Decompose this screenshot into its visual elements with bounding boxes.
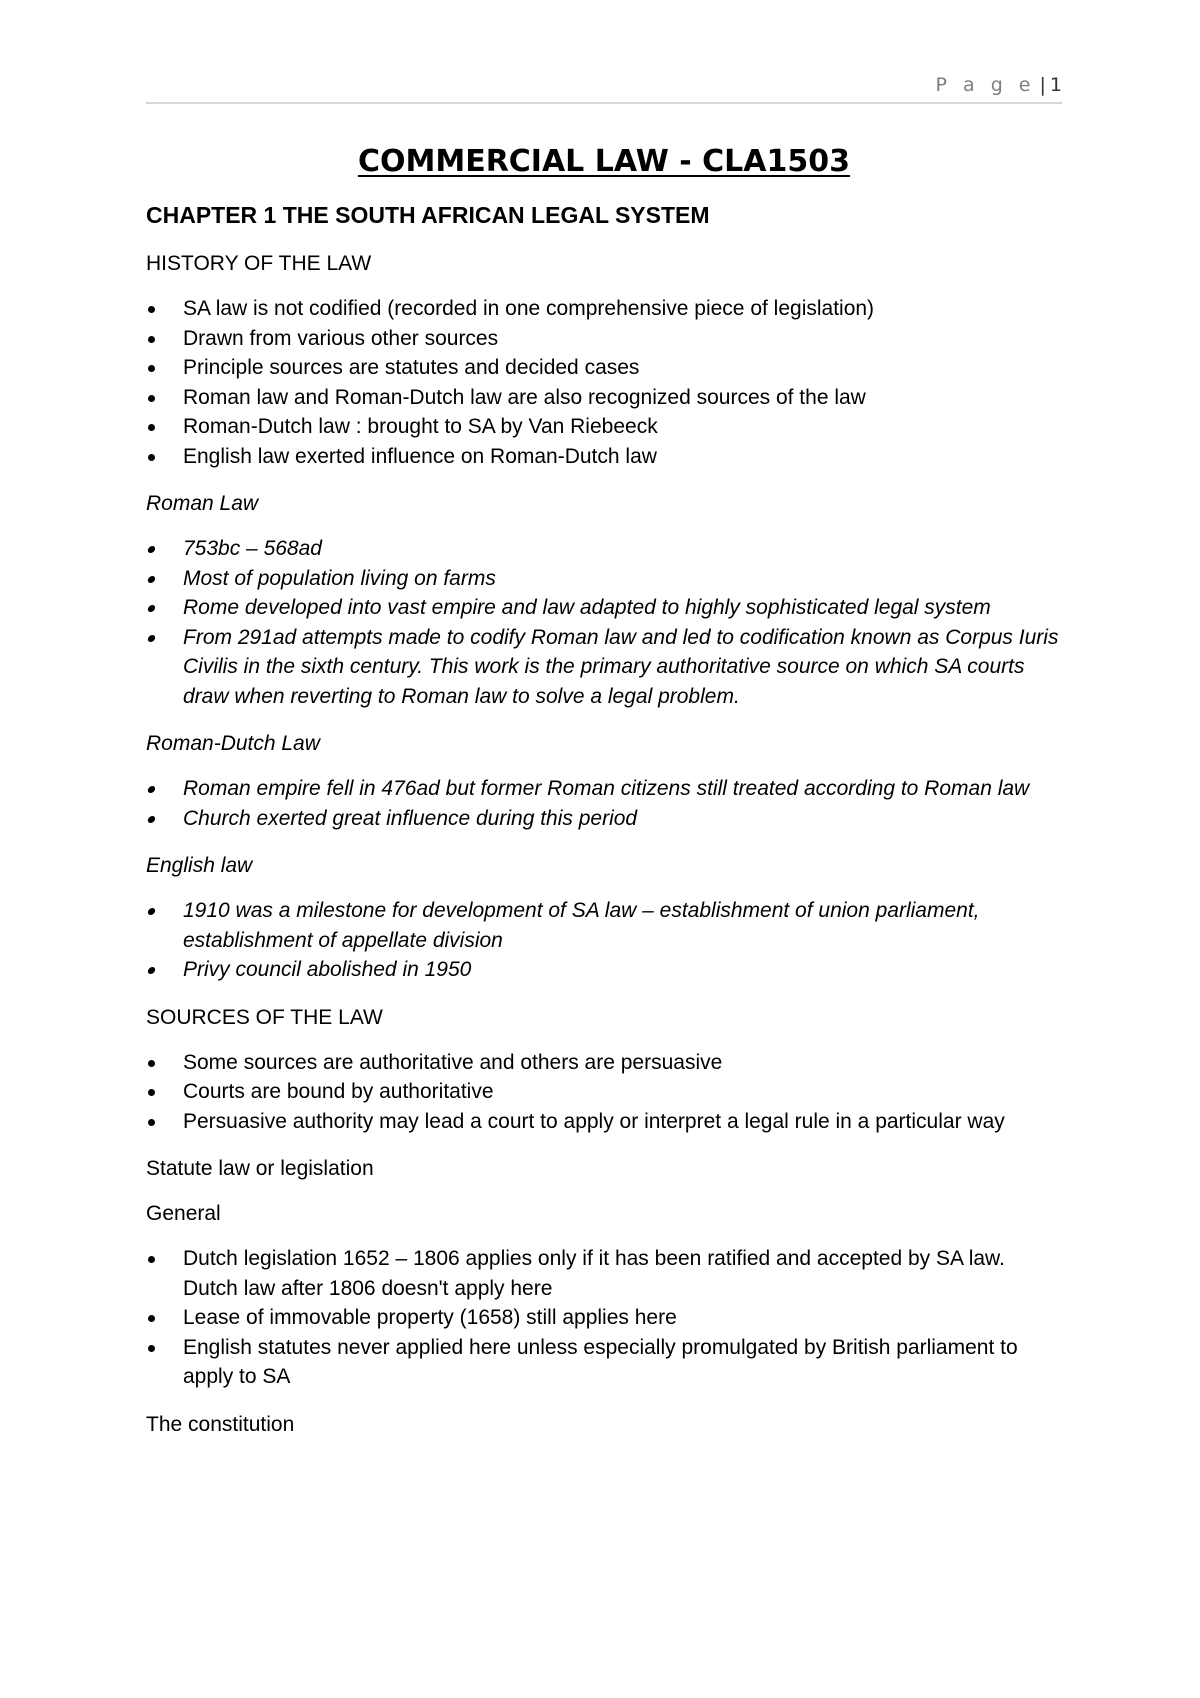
list-item: 1910 was a milestone for development of SA law – establishment of union parliament, establishment of appellate division xyxy=(146,896,1062,955)
document-title: COMMERCIAL LAW - CLA1503 xyxy=(357,144,851,179)
bullet-icon xyxy=(147,635,156,642)
list-item: Lease of immovable property (1658) still applies here xyxy=(146,1303,1062,1333)
section-heading-history: HISTORY OF THE LAW xyxy=(146,252,372,275)
list-item: Some sources are authoritative and others are persuasive xyxy=(146,1048,1062,1078)
list-item: Church exerted great influence during this period xyxy=(146,804,1062,834)
list-item: Rome developed into vast empire and law adapted to highly sophisticated legal system xyxy=(146,593,1062,623)
bullet-icon xyxy=(148,1256,155,1263)
subheading-english-law: English law xyxy=(146,854,253,877)
page-header xyxy=(146,72,1062,104)
list-item: Persuasive authority may lead a court to apply or interpret a legal rule in a particular way xyxy=(146,1107,1062,1137)
roman-dutch-law-list xyxy=(146,774,1062,833)
list-item: Privy council abolished in 1950 xyxy=(146,955,1062,985)
list-item: From 291ad attempts made to codify Roman law and led to codification known as Corpus Iuris Civilis in the sixth century. This work is the primary authoritative source on which SA courts draw when reverting to Roman law to solve a legal problem. xyxy=(146,623,1062,712)
document-body xyxy=(146,142,1062,1455)
bullet-icon xyxy=(148,424,155,431)
bullet-icon xyxy=(148,454,155,461)
page-word: P a g e xyxy=(935,74,1036,96)
page-number-label xyxy=(936,74,1062,96)
list-item: Roman empire fell in 476ad but former Roman citizens still treated according to Roman law xyxy=(146,774,1062,804)
list-item: Courts are bound by authoritative xyxy=(146,1077,1062,1107)
bullet-icon xyxy=(147,816,156,823)
subheading-statute-law: Statute law or legislation xyxy=(146,1157,374,1180)
list-item: Roman-Dutch law : brought to SA by Van Riebeeck xyxy=(146,412,1062,442)
bullet-icon xyxy=(147,576,156,583)
history-list xyxy=(146,294,1062,471)
english-law-list xyxy=(146,896,1062,985)
list-item: English law exerted influence on Roman-Dutch law xyxy=(146,442,1062,472)
section-heading-sources: SOURCES OF THE LAW xyxy=(146,1005,383,1029)
list-item: Dutch legislation 1652 – 1806 applies only if it has been ratified and accepted by SA law. Dutch law after 1806 doesn't apply here xyxy=(146,1244,1062,1303)
bullet-icon xyxy=(147,908,156,915)
chapter-heading: CHAPTER 1 THE SOUTH AFRICAN LEGAL SYSTEM xyxy=(146,202,710,228)
sources-list xyxy=(146,1048,1062,1137)
bullet-icon xyxy=(148,306,155,313)
bullet-icon xyxy=(147,786,156,793)
list-item: SA law is not codified (recorded in one comprehensive piece of legislation) xyxy=(146,294,1062,324)
list-item: 753bc – 568ad xyxy=(146,534,1062,564)
subheading-constitution: The constitution xyxy=(146,1412,295,1436)
roman-law-list xyxy=(146,534,1062,711)
bullet-icon xyxy=(148,1060,155,1067)
bullet-icon xyxy=(148,1089,155,1096)
bullet-icon xyxy=(147,546,156,553)
subheading-roman-law: Roman Law xyxy=(146,492,259,515)
bullet-icon xyxy=(148,365,155,372)
list-item: Drawn from various other sources xyxy=(146,324,1062,354)
bullet-icon xyxy=(148,1119,155,1126)
page-number: 1 xyxy=(1049,74,1062,96)
list-item: Principle sources are statutes and decided cases xyxy=(146,353,1062,383)
general-list xyxy=(146,1244,1062,1392)
subheading-roman-dutch-law: Roman-Dutch Law xyxy=(146,732,320,755)
list-item: Roman law and Roman-Dutch law are also recognized sources of the law xyxy=(146,383,1062,413)
page-separator: | xyxy=(1039,74,1046,96)
bullet-icon xyxy=(147,967,156,974)
list-item: Most of population living on farms xyxy=(146,564,1062,594)
bullet-icon xyxy=(147,605,156,612)
bullet-icon xyxy=(148,1345,155,1352)
bullet-icon xyxy=(148,1315,155,1322)
list-item: English statutes never applied here unless especially promulgated by British parliament to apply to SA xyxy=(146,1333,1062,1392)
subheading-general: General xyxy=(146,1202,221,1225)
bullet-icon xyxy=(148,395,155,402)
bullet-icon xyxy=(148,336,155,343)
